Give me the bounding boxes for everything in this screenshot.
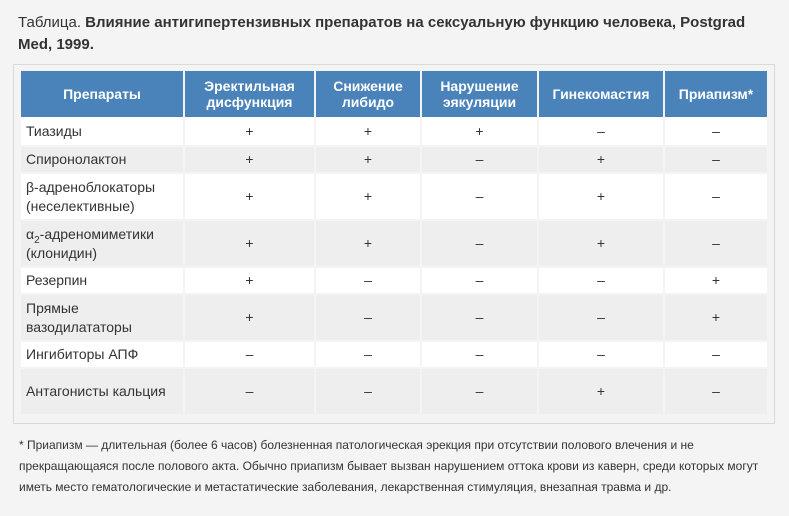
table-cell: – [538,267,664,294]
table-header-row [21,71,767,117]
table-cell: + [315,220,421,267]
drug-name: Спиронолактон [21,146,184,173]
header-erectile-dysfunction: Эректильная дисфункция [184,71,315,117]
table-cell: – [315,267,421,294]
header-drugs: Препараты [21,71,184,117]
table-cell: + [184,117,315,146]
table-cell: – [421,173,538,220]
table-cell: + [538,146,664,173]
table-cell: – [421,368,538,415]
drug-name: Прямые вазодилататоры [21,294,184,341]
drug-effects-table [21,71,767,416]
table-container [13,64,775,424]
drug-name: Тиазиды [21,117,184,146]
table-cell: – [421,220,538,267]
drug-name-alpha: α [26,225,35,242]
table-cell: + [184,267,315,294]
table-cell: + [184,294,315,341]
drug-name: Резерпин [21,267,184,294]
table-cell: + [184,220,315,267]
table-cell: + [538,368,664,415]
table-cell: – [538,341,664,368]
table-row [21,117,767,146]
table-cell: – [538,117,664,146]
header-gynecomastia: Гинекомастия [538,71,664,117]
table-row [21,146,767,173]
table-cell: + [538,220,664,267]
table-cell: – [664,117,767,146]
table-row [21,294,767,341]
table-row [21,220,767,267]
table-cell: – [664,173,767,220]
table-cell: – [315,368,421,415]
table-cell: – [421,146,538,173]
table-cell: + [664,267,767,294]
drug-name [21,220,184,267]
table-cell: + [538,173,664,220]
table-cell: + [315,173,421,220]
table-cell: + [315,117,421,146]
header-decreased-libido: Снижение либидо [315,71,421,117]
table-cell: + [664,294,767,341]
table-cell: – [664,341,767,368]
priapism-footnote: * Приапизм — длительная (более 6 часов) болезненная патологическая эрекция при отсутствии полового влечения и не прекращающаяся после полового акта. Обычно приапизм бывает вызван нарушением оттока крови из каверн, среди которых могут иметь место гематологические и метастатические заболевания, лекарственная стимуляция, внезапная травма и др. [19,438,759,494]
drug-name: β-адреноблокаторы (неселективные) [21,173,184,220]
table-cell: – [315,341,421,368]
header-priapism: Приапизм* [664,71,767,117]
table-cell: – [184,368,315,415]
table-cell: – [184,341,315,368]
table-cell: – [664,368,767,415]
table-caption [18,12,778,56]
table-cell: + [315,146,421,173]
table-cell: – [664,220,767,267]
table-cell: – [664,146,767,173]
drug-name: Антагонисты кальция [21,368,184,415]
drug-name-subscript: 2 [34,234,40,246]
table-cell: + [184,146,315,173]
table-cell: – [315,294,421,341]
caption-prefix: Таблица. [18,14,86,31]
caption-title: Влияние антигипертензивных препаратов на сексуальную функцию человека, Postgrad Med, 1999. [18,14,746,53]
table-cell: – [538,294,664,341]
table-row [21,173,767,220]
table-cell: + [184,173,315,220]
table-row [21,267,767,294]
drug-name-rest: -адреномиметики (клонидин) [26,225,154,261]
table-cell: + [421,117,538,146]
table-cell: – [421,267,538,294]
drug-name: Ингибиторы АПФ [21,341,184,368]
header-ejaculation-disorder: Нарушение эякуляции [421,71,538,117]
table-cell: – [421,341,538,368]
table-row [21,368,767,415]
table-row [21,341,767,368]
table-cell: – [421,294,538,341]
